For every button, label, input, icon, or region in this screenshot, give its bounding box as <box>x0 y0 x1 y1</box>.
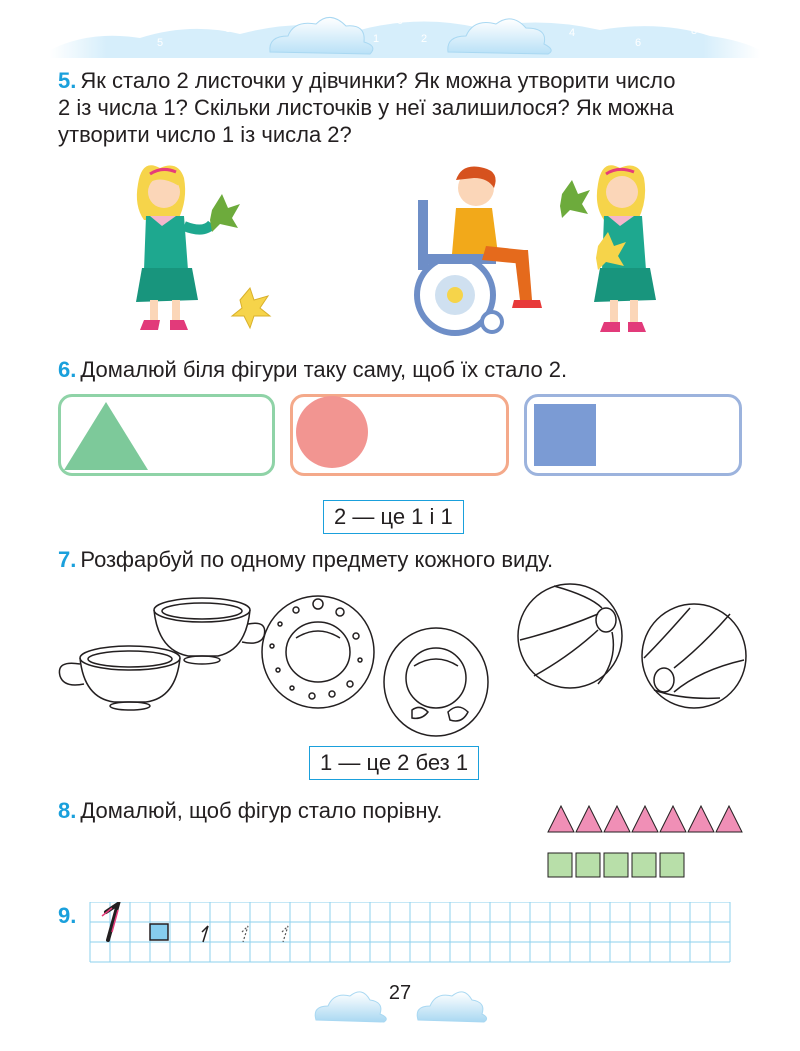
task-8 <box>58 797 442 824</box>
pink-triangle <box>632 806 658 832</box>
digit-1-dotted <box>282 926 288 942</box>
cup-outline-right[interactable] <box>154 598 265 664</box>
blue-square <box>150 924 168 940</box>
task-number: 8. <box>58 798 77 823</box>
pink-triangle <box>660 806 686 832</box>
cloud-number: 3 <box>224 23 232 35</box>
cloud-number: 6 <box>634 37 642 49</box>
pink-triangle <box>688 806 714 832</box>
header-clouds <box>0 0 800 62</box>
green-square <box>660 853 684 877</box>
grid-lines <box>90 902 730 962</box>
cup-outline-left[interactable] <box>59 646 180 710</box>
task-number: 6. <box>58 357 77 382</box>
task-5-line-1: 5. Як стало 2 листочки у дівчинки? Як можна утворити число <box>58 68 676 93</box>
page-number: 27 <box>388 982 412 1004</box>
cloud-number: 1 <box>372 33 380 45</box>
formula-1-is-2-minus-1: 1 — це 2 без 1 <box>309 746 479 780</box>
girl-with-leaf-illustration <box>136 165 240 330</box>
boy-in-wheelchair-illustration <box>417 167 542 334</box>
pink-triangle <box>604 806 630 832</box>
task-7-coloring-objects <box>50 580 760 740</box>
digit-1-dotted <box>242 926 248 942</box>
task-9-number: 9. <box>58 903 77 928</box>
cloud-number: 0 <box>396 15 404 27</box>
cloud-number: 2 <box>420 33 428 45</box>
pink-circle <box>296 396 368 468</box>
green-square <box>548 853 572 877</box>
task-6-shapes <box>0 394 800 476</box>
task-number: 7. <box>58 547 77 572</box>
task-7 <box>58 546 553 573</box>
plate-outline-left[interactable] <box>262 596 374 708</box>
task-5-illustration <box>100 150 700 340</box>
task-number: 5. <box>58 68 77 93</box>
ball-outline-right[interactable] <box>642 604 746 708</box>
task-8-figures <box>540 800 750 886</box>
pink-triangle <box>716 806 742 832</box>
blue-square <box>534 404 596 466</box>
maple-leaf-icon <box>232 288 270 328</box>
task-5 <box>58 67 676 148</box>
green-square <box>632 853 656 877</box>
pink-triangle <box>548 806 574 832</box>
ball-outline-left[interactable] <box>518 584 622 688</box>
task-8-text: Домалюй, щоб фігур стало порівну. <box>80 798 443 823</box>
task-9-writing-grid[interactable] <box>88 902 738 964</box>
task-6 <box>58 356 567 383</box>
digit-1-small <box>202 926 208 942</box>
green-square <box>604 853 628 877</box>
plate-outline-right[interactable] <box>384 628 488 736</box>
green-square <box>576 853 600 877</box>
cloud-number: 7 <box>106 25 114 37</box>
pink-triangle <box>576 806 602 832</box>
task-6-text: Домалюй біля фігури таку саму, щоб їх стало 2. <box>80 357 568 382</box>
cloud-number: 4 <box>568 27 576 39</box>
task-5-line-3: утворити число 1 із числа 2? <box>58 122 352 147</box>
cloud-number: 5 <box>156 37 164 49</box>
formula-2-is-1-and-1: 2 — це 1 і 1 <box>323 500 464 534</box>
girl-with-leaves-illustration <box>560 165 656 332</box>
green-triangle <box>64 402 148 470</box>
task-7-text: Розфарбуй по одному предмету кожного виду. <box>80 547 554 572</box>
task-5-line-2: 2 із числа 1? Скільки листочків у неї залишилося? Як можна <box>58 95 674 120</box>
cloud-number: 8 <box>690 25 698 37</box>
